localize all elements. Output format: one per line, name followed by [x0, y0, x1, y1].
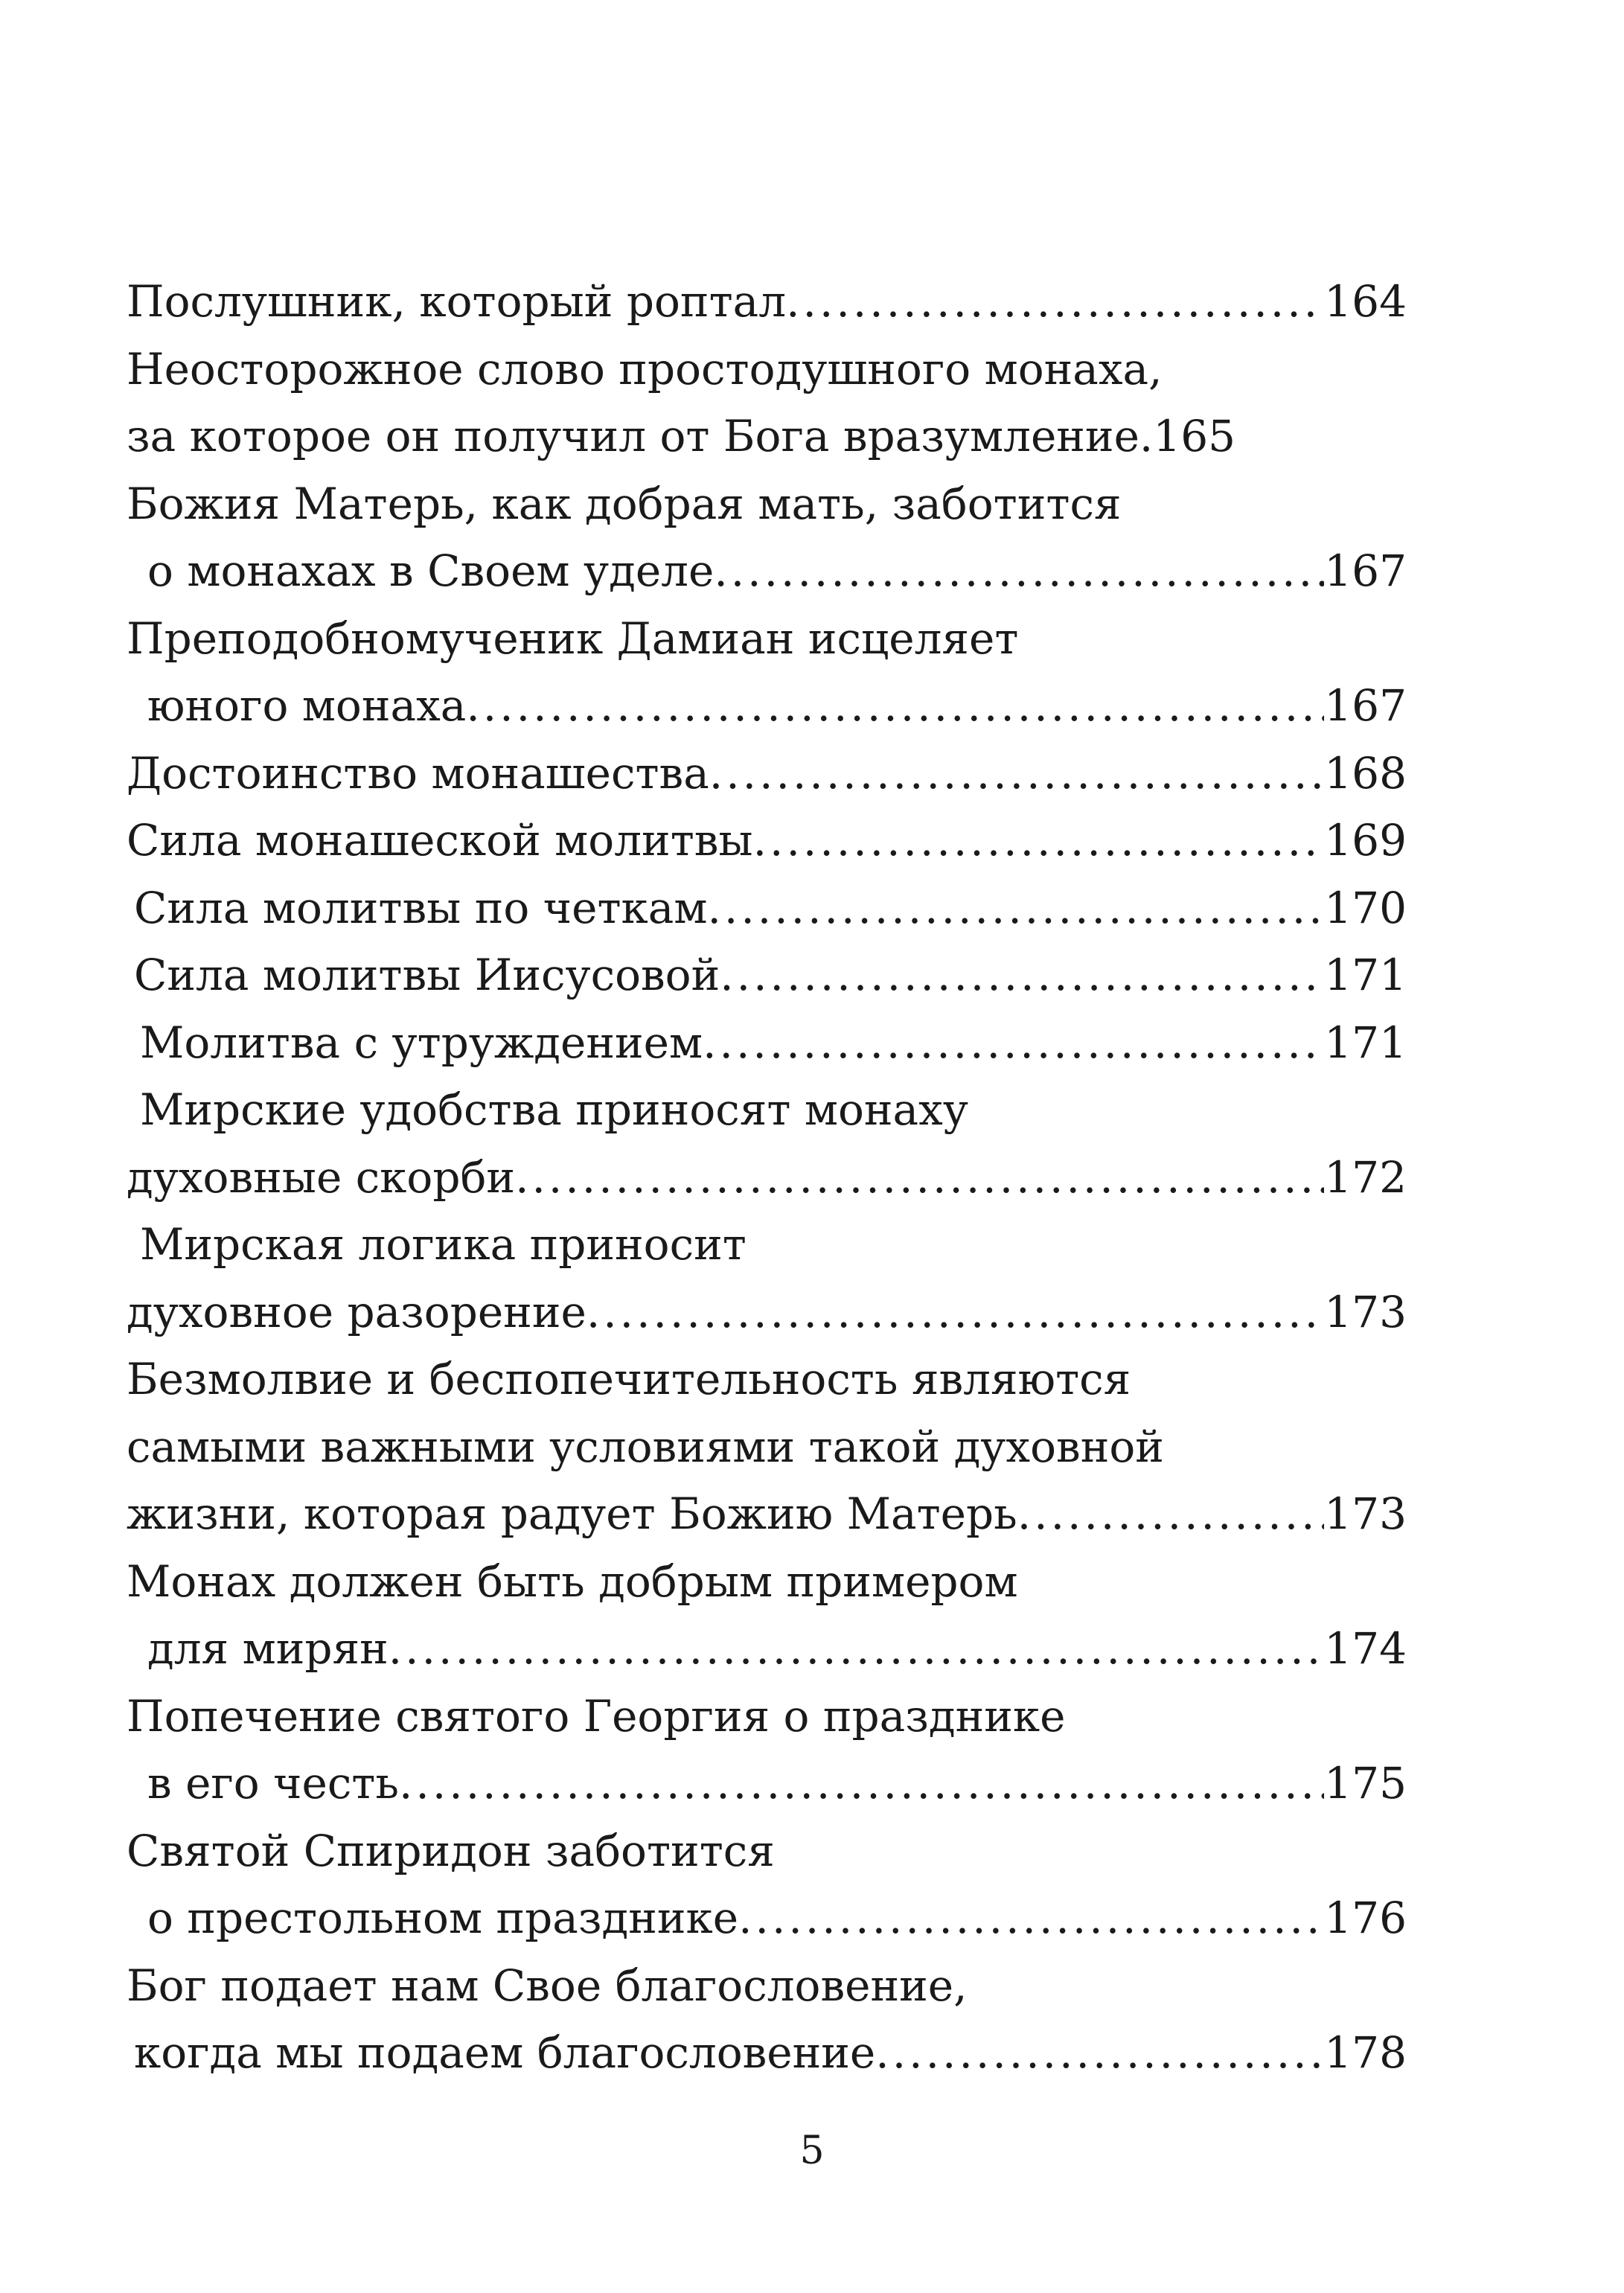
toc-entry-title: в его честь [147, 1758, 399, 1809]
dot-leader [720, 941, 1324, 1009]
dot-leader [466, 672, 1324, 740]
dot-leader [1017, 1480, 1325, 1548]
toc-entry-continuation [127, 1480, 1407, 1548]
toc-entry [127, 1548, 1407, 1616]
dot-leader [786, 268, 1324, 336]
toc-page-number: 174 [1324, 1623, 1407, 1674]
toc-entry-title: Достоинство монашества [127, 747, 709, 799]
toc-entry-title: Послушник, который роптал [127, 276, 787, 327]
toc-entry-continuation [127, 1279, 1407, 1346]
toc-page-number: 173 [1324, 1488, 1407, 1539]
toc-page-number: 164 [1324, 276, 1407, 327]
toc-page-number: 172 [1324, 1151, 1407, 1203]
toc-entry [127, 470, 1407, 538]
toc-page-number: 168 [1324, 747, 1407, 799]
toc-entry [127, 1817, 1407, 1885]
toc-entry-continuation [127, 1750, 1407, 1817]
dot-leader [875, 2019, 1324, 2087]
table-of-contents [127, 268, 1407, 2087]
page-number: 5 [799, 2129, 825, 2173]
toc-page-number: 175 [1324, 1758, 1407, 1809]
toc-entry-title: Божия Матерь, как добрая мать, заботится [127, 478, 1122, 529]
toc-entry-title: за которое он получил от Бога вразумление. [127, 411, 1154, 461]
toc-entry [127, 336, 1407, 403]
toc-entry-title: Мирские удобства приносят монаху [140, 1084, 968, 1135]
toc-entry [127, 740, 1407, 807]
toc-page-number: 178 [1324, 2027, 1407, 2078]
toc-entry [127, 1211, 1407, 1279]
dot-leader [707, 874, 1324, 942]
toc-entry-continuation [127, 537, 1407, 605]
toc-entry [127, 1009, 1407, 1077]
toc-entry-title: о монахах в Своем уделе [147, 546, 715, 596]
toc-entry-title: Преподобномученик Дамиан исцеляет [127, 613, 1019, 664]
toc-entry-title: о престольном празднике [147, 1893, 739, 1943]
toc-entry [127, 1683, 1407, 1750]
toc-entry-title: Безмолвие и беспопечительность являются [127, 1354, 1131, 1404]
toc-entry-title: жизни, которая радует Божию Матерь [127, 1488, 1017, 1539]
dot-leader [399, 1750, 1324, 1817]
toc-page-number: 173 [1324, 1286, 1407, 1337]
toc-entry [127, 1952, 1407, 2020]
dot-leader [738, 1884, 1324, 1952]
toc-entry-continuation [127, 1884, 1407, 1952]
toc-entry-title: Мирская логика приносит [140, 1219, 747, 1270]
toc-entry-continuation [127, 1413, 1407, 1481]
toc-entry-title: Молитва с утруждением [140, 1017, 703, 1068]
toc-entry-continuation [127, 2019, 1407, 2087]
toc-entry-title: самыми важными условиями такой духовной [127, 1421, 1164, 1472]
toc-page-number: 171 [1324, 950, 1407, 1000]
toc-entry-title: юного монаха [147, 680, 467, 731]
toc-entry-title: духовное разорение [127, 1286, 586, 1337]
toc-entry [127, 1346, 1407, 1413]
dot-leader [753, 807, 1325, 874]
toc-entry-title: Попечение святого Георгия о празднике [127, 1690, 1066, 1742]
toc-entry [127, 1076, 1407, 1144]
toc-page-number: 169 [1324, 815, 1407, 866]
dot-leader [515, 1144, 1324, 1212]
dot-leader [709, 740, 1325, 807]
toc-entry [127, 268, 1407, 336]
toc-entry-continuation [127, 672, 1407, 740]
toc-page-number: 167 [1324, 546, 1407, 596]
toc-page-number: 165 [1153, 411, 1236, 461]
toc-entry [127, 807, 1407, 874]
toc-entry [127, 941, 1407, 1009]
toc-entry-continuation [127, 1144, 1407, 1212]
toc-entry-title: Монах должен быть добрым примером [127, 1555, 1018, 1607]
toc-entry-continuation [127, 403, 1407, 470]
toc-entry-title: Святой Спиридон заботится [127, 1825, 775, 1876]
toc-entry-title: когда мы подаем благословение [134, 2027, 876, 2078]
toc-entry-title: Неосторожное слово простодушного монаха, [127, 343, 1163, 394]
toc-page-number: 167 [1324, 680, 1407, 731]
toc-entry-title: Сила молитвы по четкам [134, 882, 708, 933]
toc-page-number: 176 [1324, 1893, 1407, 1943]
dot-leader [586, 1279, 1324, 1346]
toc-page-number: 170 [1324, 882, 1407, 933]
dot-leader [389, 1615, 1325, 1683]
toc-entry-title: Бог подает нам Свое благословение, [127, 1960, 968, 2011]
toc-entry-title: Сила монашеской молитвы [127, 815, 753, 866]
toc-entry-title: духовные скорби [127, 1151, 516, 1203]
toc-entry-continuation [127, 1615, 1407, 1683]
dot-leader [714, 537, 1324, 605]
toc-entry [127, 605, 1407, 673]
toc-entry-title: Сила молитвы Иисусовой [134, 950, 720, 1000]
toc-entry-title: для мирян [147, 1623, 389, 1674]
dot-leader [703, 1009, 1324, 1077]
toc-entry [127, 874, 1407, 942]
toc-page-number: 171 [1324, 1017, 1407, 1068]
